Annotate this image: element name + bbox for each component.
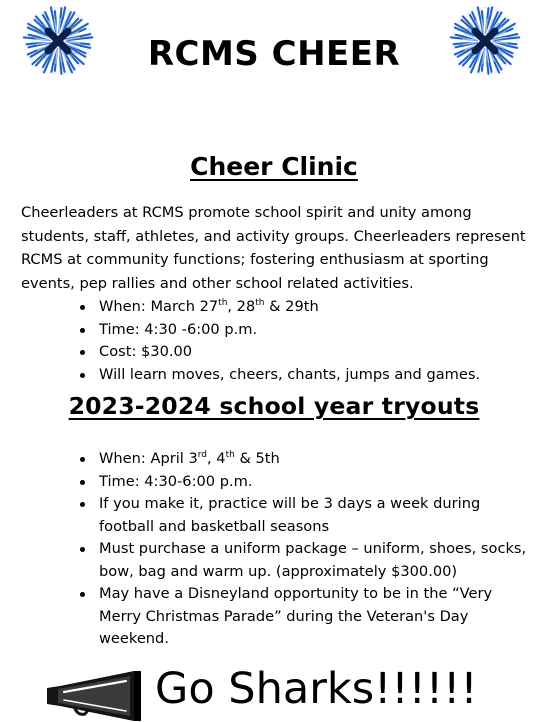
page-title: RCMS CHEER <box>147 34 401 74</box>
clinic-learn: Will learn moves, cheers, chants, jumps and games. <box>78 364 528 387</box>
tryouts-disneyland: May have a Disneyland opportunity to be in the “Very Merry Christmas Parade” during the Veteran's Day weekend. <box>78 583 528 651</box>
megaphone-icon <box>44 668 146 722</box>
clinic-intro: Cheerleaders at RCMS promote school spirit and unity among students, staff, athletes, and activity groups. Cheerleaders represent RCMS at community functions; fostering enthusiasm at sporting events, pep rallies and other school related activities. <box>21 204 526 292</box>
clinic-heading: Cheer Clinic <box>190 152 358 181</box>
tryouts-practice: If you make it, practice will be 3 days a week during football and basketball seasons <box>78 493 528 538</box>
tryouts-when: When: April 3rd, 4th & 5th <box>78 448 528 471</box>
clinic-cost: Cost: $30.00 <box>78 341 528 364</box>
clinic-when: When: March 27th, 28th & 29th <box>78 296 528 319</box>
tryouts-time: Time: 4:30-6:00 p.m. <box>78 471 528 494</box>
tryouts-details-list <box>78 448 528 651</box>
clinic-time: Time: 4:30 -6:00 p.m. <box>78 319 528 342</box>
tryouts-uniform: Must purchase a uniform package – uniform, shoes, socks, bow, bag and warm up. (approximately $300.00) <box>78 538 528 583</box>
closing-message: Go Sharks!!!!!! <box>155 664 478 714</box>
clinic-details-list <box>78 296 528 386</box>
tryouts-heading: 2023-2024 school year tryouts <box>68 392 480 420</box>
